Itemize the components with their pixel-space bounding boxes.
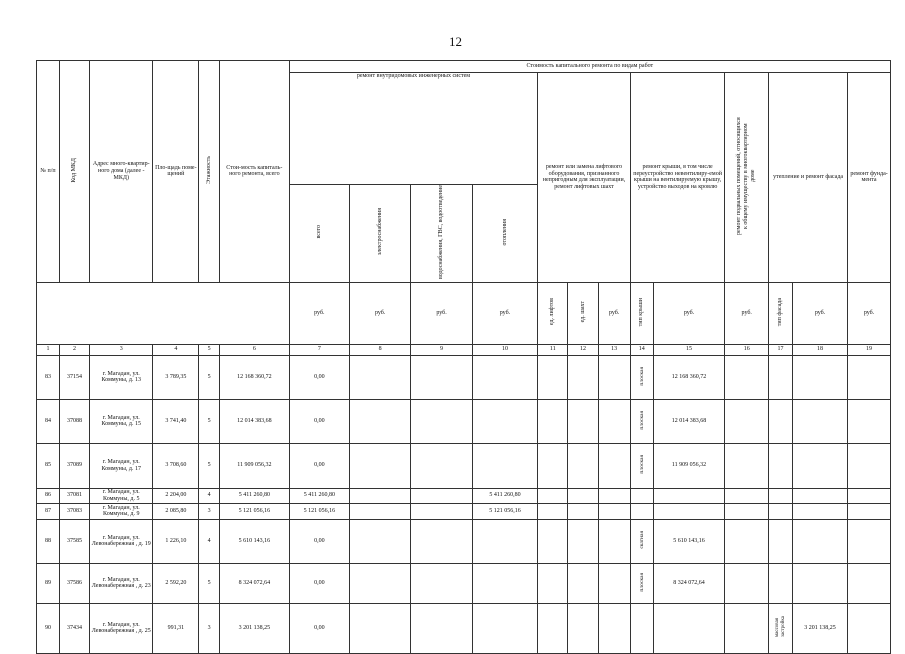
capital-repair-table	[36, 60, 891, 654]
row-roof-cost	[653, 488, 725, 503]
row-number: 85	[37, 443, 60, 488]
row-area: 1 226,10	[153, 519, 199, 563]
row-facade-type	[769, 399, 793, 443]
row-heating	[472, 519, 538, 563]
unit-rub: руб.	[792, 282, 847, 344]
row-roof-type	[630, 519, 653, 563]
row-elevator-units	[538, 488, 568, 503]
row-roof-type-label: плоская	[638, 366, 645, 386]
row-facade-type	[769, 563, 793, 603]
row-address: г. Магадан, ул. Левонабережная , д. 25	[90, 603, 153, 653]
column-number: 14	[630, 344, 653, 355]
row-heating	[472, 563, 538, 603]
row-foundation-cost	[848, 519, 891, 563]
row-heating: 5 121 056,16	[472, 503, 538, 519]
row-foundation-cost	[848, 355, 891, 399]
row-electric	[350, 603, 411, 653]
row-code: 37083	[59, 503, 89, 519]
unit-rub: руб.	[472, 282, 538, 344]
row-roof-cost: 5 610 143,16	[653, 519, 725, 563]
table-row	[37, 519, 891, 563]
table-row	[37, 443, 891, 488]
row-area: 2 204,00	[153, 488, 199, 503]
column-number: 7	[289, 344, 349, 355]
row-code: 37585	[59, 519, 89, 563]
row-roof-type	[630, 563, 653, 603]
row-shaft-units	[568, 519, 598, 563]
row-roof-type-label: скатная	[638, 531, 645, 549]
row-shaft-units	[568, 399, 598, 443]
row-heating	[472, 443, 538, 488]
row-roof-cost: 11 909 056,32	[653, 443, 725, 488]
header-basement: ремонт подвальных помещений, относящихся к общему имуществу в многоквартирном доме	[725, 73, 769, 283]
row-roof-type	[630, 355, 653, 399]
unit-elevators: ед. лифтов	[538, 282, 568, 344]
row-total-cost: 5 121 056,16	[220, 503, 290, 519]
row-code: 37089	[59, 443, 89, 488]
row-heating	[472, 603, 538, 653]
row-code: 37081	[59, 488, 89, 503]
row-electric	[350, 399, 411, 443]
header-address: Адрес много-квартир-ного дома (далее - МКД)	[90, 61, 153, 283]
row-eng-total: 0,00	[289, 355, 349, 399]
row-facade-cost	[792, 488, 847, 503]
row-roof-cost: 8 324 072,64	[653, 563, 725, 603]
column-number: 1	[37, 344, 60, 355]
row-electric	[350, 519, 411, 563]
row-basement-cost	[725, 355, 769, 399]
row-facade-cost	[792, 355, 847, 399]
header-water: водоснабжения, ГВС, водоотведение	[411, 185, 472, 283]
row-elevator-cost	[598, 603, 630, 653]
row-foundation-cost	[848, 503, 891, 519]
row-area: 3 741,40	[153, 399, 199, 443]
header-area: Пло-щадь поме-щений	[153, 61, 199, 283]
row-roof-type-label: плоская	[638, 455, 645, 474]
row-elevator-units	[538, 563, 568, 603]
row-facade-type	[769, 503, 793, 519]
row-electric	[350, 488, 411, 503]
row-facade-cost	[792, 519, 847, 563]
row-number: 83	[37, 355, 60, 399]
row-area: 3 708,60	[153, 443, 199, 488]
row-basement-cost	[725, 563, 769, 603]
row-facade-cost	[792, 443, 847, 488]
row-elevator-cost	[598, 355, 630, 399]
row-elevator-cost	[598, 443, 630, 488]
header-eng-total: всего	[289, 185, 349, 283]
row-foundation-cost	[848, 603, 891, 653]
row-water	[411, 355, 472, 399]
row-address: г. Магадан, ул. Левонабережная , д. 23	[90, 563, 153, 603]
unit-shafts: ед. шахт	[568, 282, 598, 344]
unit-rub: руб.	[598, 282, 630, 344]
row-address: г. Магадан, ул. Коммуны, д. 5	[90, 488, 153, 503]
unit-rub: руб.	[725, 282, 769, 344]
row-roof-type-label: плоская	[638, 572, 645, 592]
row-elevator-cost	[598, 519, 630, 563]
row-facade-type	[769, 603, 793, 653]
column-number: 8	[350, 344, 411, 355]
row-area: 2 085,80	[153, 503, 199, 519]
row-electric	[350, 443, 411, 488]
row-shaft-units	[568, 488, 598, 503]
row-address: г. Магадан, ул. Коммуны, д. 17	[90, 443, 153, 488]
row-basement-cost	[725, 443, 769, 488]
row-number: 87	[37, 503, 60, 519]
row-water	[411, 603, 472, 653]
row-floors: 5	[199, 355, 220, 399]
unit-roof-type: тип крыши	[630, 282, 653, 344]
column-number: 13	[598, 344, 630, 355]
row-roof-type	[630, 399, 653, 443]
column-number: 18	[792, 344, 847, 355]
row-roof-type	[630, 603, 653, 653]
unit-rub: руб.	[289, 282, 349, 344]
row-total-cost: 5 610 143,16	[220, 519, 290, 563]
row-facade-type	[769, 519, 793, 563]
row-roof-type-label: плоская	[638, 410, 645, 430]
row-floors: 4	[199, 519, 220, 563]
row-shaft-units	[568, 503, 598, 519]
row-basement-cost	[725, 399, 769, 443]
column-number: 2	[59, 344, 89, 355]
row-roof-cost: 12 168 360,72	[653, 355, 725, 399]
row-elevator-units	[538, 355, 568, 399]
header-engineering: ремонт внутридомовых инженерных систем	[289, 73, 538, 185]
table-row	[37, 399, 891, 443]
row-facade-cost	[792, 563, 847, 603]
row-elevator-units	[538, 603, 568, 653]
row-roof-type	[630, 488, 653, 503]
table-row	[37, 488, 891, 503]
row-elevator-units	[538, 519, 568, 563]
row-heating	[472, 399, 538, 443]
header-heating: отопления	[472, 185, 538, 283]
column-number: 15	[653, 344, 725, 355]
column-number: 10	[472, 344, 538, 355]
column-number: 3	[90, 344, 153, 355]
table-row	[37, 355, 891, 399]
row-elevator-cost	[598, 399, 630, 443]
column-number: 12	[568, 344, 598, 355]
header-cost-by-type: Стоимость капитального ремонта по видам работ	[289, 61, 890, 73]
row-total-cost: 5 411 260,80	[220, 488, 290, 503]
table-row	[37, 603, 891, 653]
header-foundation: ремонт фунда-мента	[848, 73, 891, 283]
row-roof-type	[630, 443, 653, 488]
row-shaft-units	[568, 443, 598, 488]
row-total-cost: 12 014 383,68	[220, 399, 290, 443]
header-roof: ремонт крыши, в том числе переустройство невентилиру-емой крыши на вентилируемую крышу, устройство выходов на кровлю	[630, 73, 725, 283]
row-eng-total: 0,00	[289, 563, 349, 603]
row-facade-type	[769, 355, 793, 399]
row-address: г. Магадан, ул. Левонабережная , д. 19	[90, 519, 153, 563]
row-basement-cost	[725, 488, 769, 503]
row-facade-type	[769, 488, 793, 503]
row-address: г. Магадан, ул. Коммуны, д. 9	[90, 503, 153, 519]
row-water	[411, 519, 472, 563]
row-facade-type-label: массовая застройка	[774, 616, 786, 638]
row-elevator-units	[538, 443, 568, 488]
column-number: 5	[199, 344, 220, 355]
row-eng-total: 0,00	[289, 519, 349, 563]
row-water	[411, 503, 472, 519]
row-roof-type	[630, 503, 653, 519]
row-number: 86	[37, 488, 60, 503]
row-shaft-units	[568, 603, 598, 653]
row-roof-cost	[653, 603, 725, 653]
column-number: 19	[848, 344, 891, 355]
row-heating	[472, 355, 538, 399]
row-area: 3 789,35	[153, 355, 199, 399]
row-total-cost: 8 324 072,64	[220, 563, 290, 603]
row-basement-cost	[725, 503, 769, 519]
row-eng-total: 0,00	[289, 399, 349, 443]
row-eng-total: 0,00	[289, 443, 349, 488]
row-floors: 3	[199, 503, 220, 519]
unit-facade-type: тип фасада	[769, 282, 793, 344]
row-total-cost: 11 909 056,32	[220, 443, 290, 488]
row-electric	[350, 563, 411, 603]
header-code: Код МКД	[59, 61, 89, 283]
row-water	[411, 443, 472, 488]
row-elevator-units	[538, 503, 568, 519]
column-number: 4	[153, 344, 199, 355]
column-number: 6	[220, 344, 290, 355]
row-area: 2 592,20	[153, 563, 199, 603]
row-facade-cost: 3 201 138,25	[792, 603, 847, 653]
row-elevator-cost	[598, 488, 630, 503]
row-basement-cost	[725, 603, 769, 653]
row-code: 37586	[59, 563, 89, 603]
row-facade-cost	[792, 399, 847, 443]
row-elevator-cost	[598, 503, 630, 519]
row-basement-cost	[725, 519, 769, 563]
row-floors: 5	[199, 563, 220, 603]
row-heating: 5 411 260,80	[472, 488, 538, 503]
row-elevator-cost	[598, 563, 630, 603]
row-code: 37088	[59, 399, 89, 443]
column-number: 16	[725, 344, 769, 355]
row-eng-total: 5 411 260,80	[289, 488, 349, 503]
row-foundation-cost	[848, 443, 891, 488]
row-total-cost: 12 168 360,72	[220, 355, 290, 399]
row-floors: 3	[199, 603, 220, 653]
row-facade-cost	[792, 503, 847, 519]
row-eng-total: 0,00	[289, 603, 349, 653]
row-code: 37154	[59, 355, 89, 399]
row-foundation-cost	[848, 399, 891, 443]
column-number: 11	[538, 344, 568, 355]
row-area: 991,31	[153, 603, 199, 653]
row-elevator-units	[538, 399, 568, 443]
row-roof-cost	[653, 503, 725, 519]
row-code: 37434	[59, 603, 89, 653]
header-elevator: ремонт или замена лифтового оборудования, признанного непригодным для эксплуатации, ремонт лифтовых шахт	[538, 73, 631, 283]
header-facade: утепление и ремонт фасада	[769, 73, 848, 283]
page-number: 12	[449, 34, 462, 49]
row-eng-total: 5 121 056,16	[289, 503, 349, 519]
table-row	[37, 503, 891, 519]
header-electric: электроснабжения	[350, 185, 411, 283]
row-water	[411, 488, 472, 503]
unit-rub: руб.	[411, 282, 472, 344]
row-address: г. Магадан, ул. Коммуны, д. 15	[90, 399, 153, 443]
unit-rub: руб.	[350, 282, 411, 344]
row-floors: 5	[199, 443, 220, 488]
row-water	[411, 399, 472, 443]
row-floors: 4	[199, 488, 220, 503]
row-number: 84	[37, 399, 60, 443]
row-facade-type	[769, 443, 793, 488]
row-address: г. Магадан, ул. Коммуны, д. 13	[90, 355, 153, 399]
table-row	[37, 563, 891, 603]
column-number: 17	[769, 344, 793, 355]
unit-rub: руб.	[848, 282, 891, 344]
row-shaft-units	[568, 355, 598, 399]
row-floors: 5	[199, 399, 220, 443]
row-foundation-cost	[848, 563, 891, 603]
row-number: 90	[37, 603, 60, 653]
header-floors: Этажность	[199, 61, 220, 283]
row-number: 89	[37, 563, 60, 603]
row-number: 88	[37, 519, 60, 563]
row-foundation-cost	[848, 488, 891, 503]
header-number: № п/п	[37, 61, 60, 283]
row-electric	[350, 355, 411, 399]
row-total-cost: 3 201 138,25	[220, 603, 290, 653]
column-number: 9	[411, 344, 472, 355]
row-water	[411, 563, 472, 603]
row-shaft-units	[568, 563, 598, 603]
row-electric	[350, 503, 411, 519]
unit-rub: руб.	[653, 282, 725, 344]
row-roof-cost: 12 014 383,68	[653, 399, 725, 443]
header-total-cost: Стои-мость капиталь-ного ремонта, всего	[220, 61, 290, 283]
